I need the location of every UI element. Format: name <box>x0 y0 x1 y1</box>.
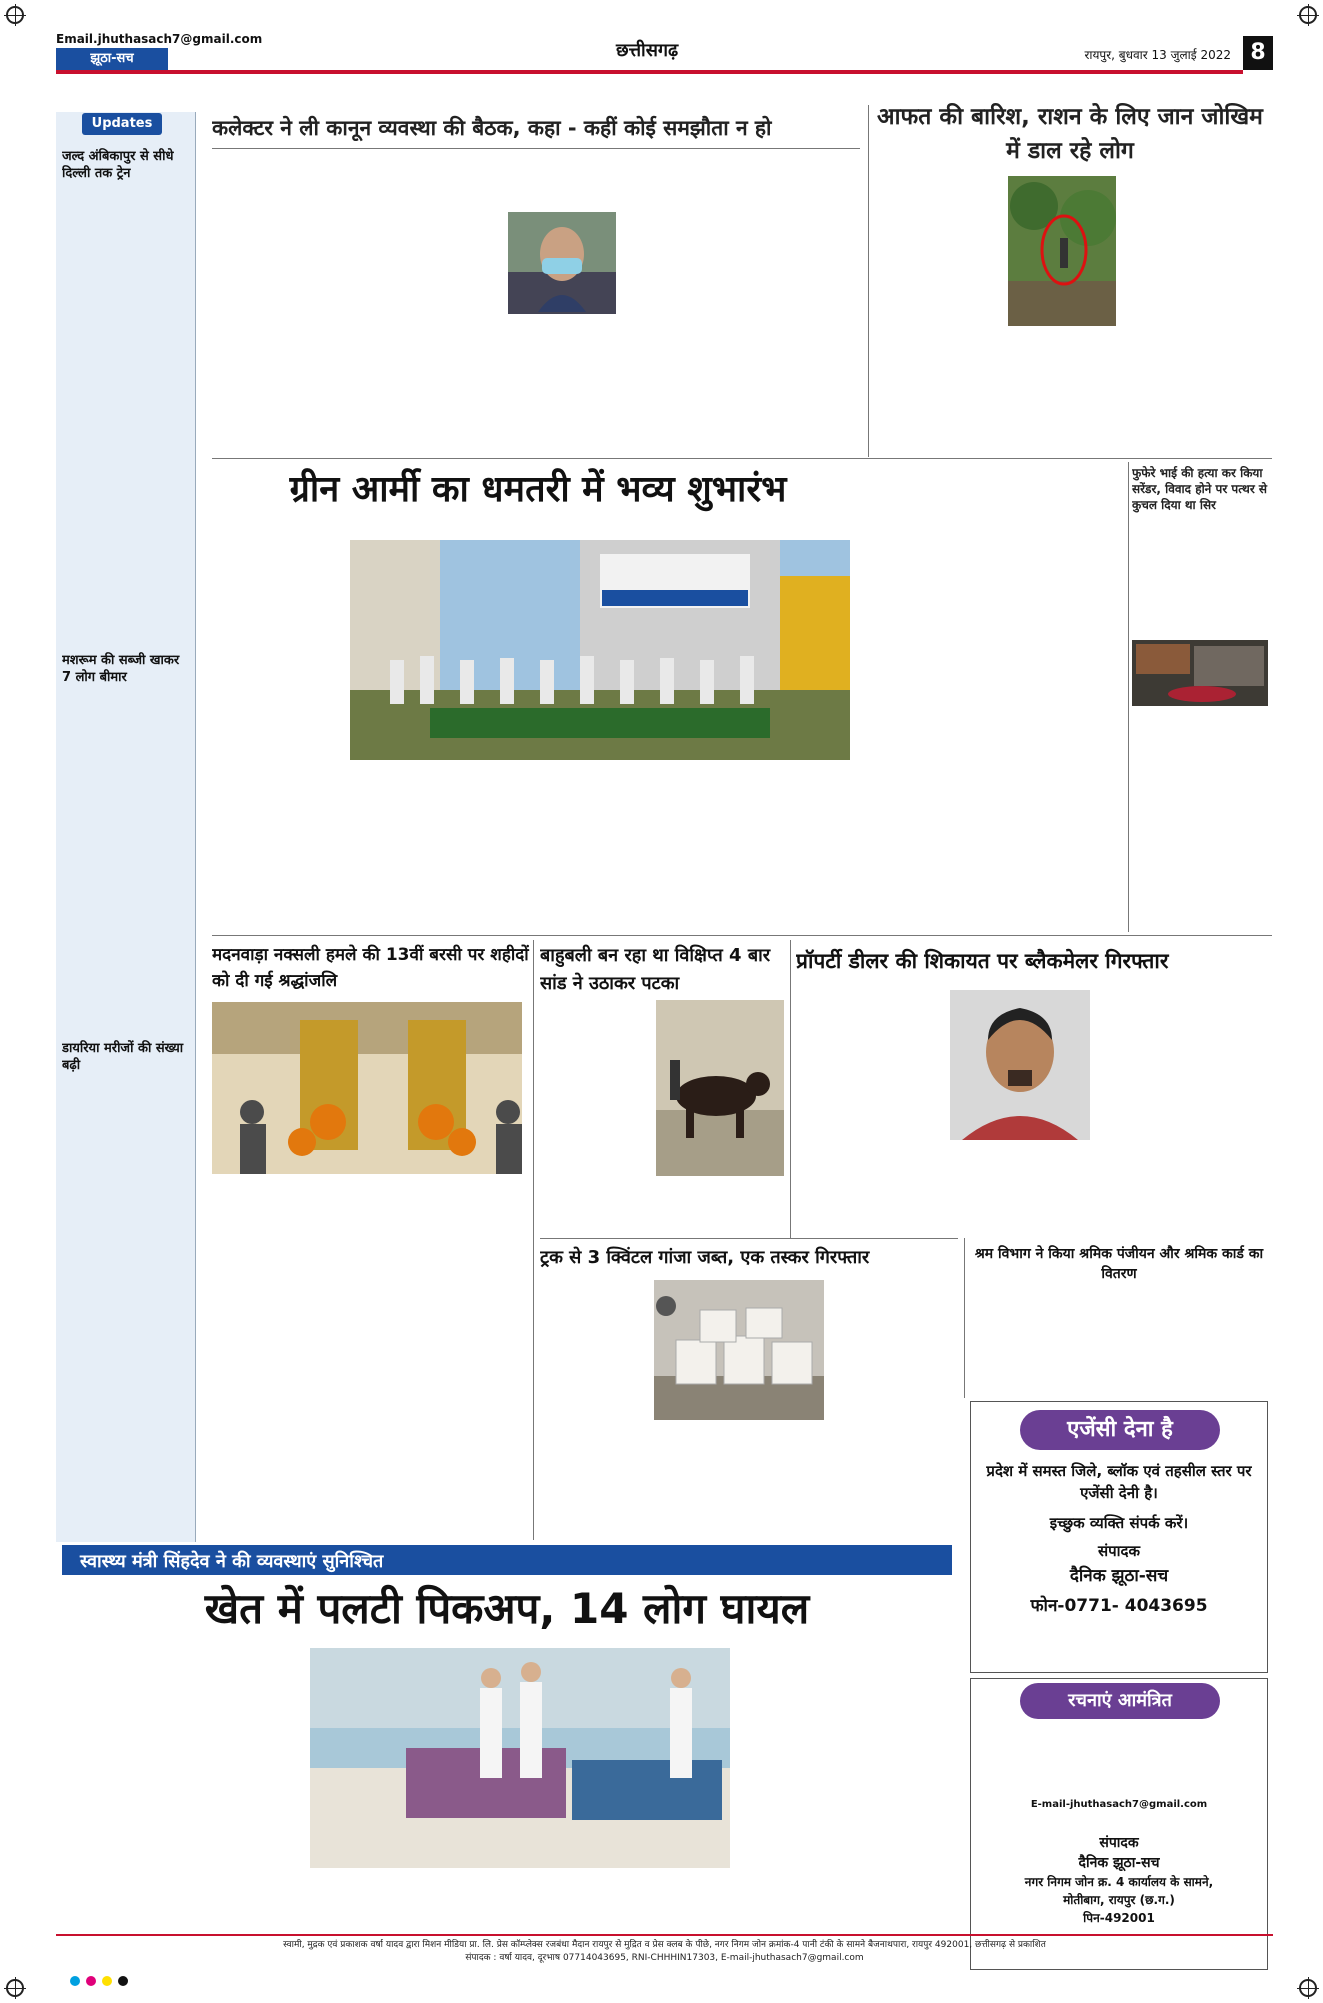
truck-body-col1 <box>540 1280 648 1540</box>
collector-headline: कलेक्टर ने ली कानून व्यवस्था की बैठक, कहा - कहीं कोई समझौता न हो <box>212 116 772 140</box>
updates-badge: Updates <box>82 113 162 135</box>
truck-body-col3 <box>830 1280 958 1540</box>
green-army-body-col5 <box>740 770 850 930</box>
bahubali-headline: बाहुबली बन रहा था विक्षिप्त 4 बार सांड ने उठाकर पटका <box>540 945 771 994</box>
imprint-publisher: स्वामी, मुद्रक एवं प्रकाशक वर्षा यादव द्वारा मिशन मीडिया प्रा. लि. प्रेस कॉम्प्लेक्स रजबंधा मैदान रायपुर से मुद्रित व प्रेस क्लब के पीछे, नगर निगम जोन क्रमांक-4 पानी टंकी के सामने बैजनाथपारा, रायपुर 492001, छत्तीसगढ़ से प्रकाशित <box>283 1940 1046 1950</box>
fufere-body-col2 <box>1132 712 1268 930</box>
column-divider-mid <box>1128 462 1129 932</box>
truck-body-col2 <box>654 1424 824 1540</box>
fufere-body-col1 <box>1132 530 1268 650</box>
green-army-headline: ग्रीन आर्मी का धमतरी में भव्य शुभारंभ <box>289 469 787 510</box>
green-army-body-col2 <box>350 770 480 930</box>
property-body-col1 <box>796 990 944 1234</box>
property-body-col2 <box>1096 990 1268 1234</box>
aafat-photo <box>1008 176 1116 326</box>
green-army-body-col7 <box>992 470 1122 925</box>
madanwada-photo <box>212 1002 522 1174</box>
agency-ad-contact-label: संपादक <box>1097 1542 1141 1560</box>
masthead-email: Email.jhuthasach7@gmail.com <box>56 32 263 46</box>
collector-body-col4 <box>566 164 678 354</box>
bahubali-body-col2 <box>656 1180 784 1226</box>
green-army-body-col4 <box>630 770 740 930</box>
rachna-ad-paper: दैनिक झूठा-सच <box>1078 1855 1160 1871</box>
shram-body <box>970 1292 1268 1396</box>
bahubali-photo <box>656 1000 784 1176</box>
fufere-headline: फुफेरे भाई की हत्या कर किया सरेंडर, विवाद होने पर पत्थर से कुचल दिया था सिर <box>1132 466 1268 512</box>
green-army-photo <box>350 540 850 760</box>
truck-headline: ट्रक से 3 क्विंटल गांजा जब्त, एक तस्कर गिरफ्तार <box>540 1247 870 1268</box>
truck-photo <box>654 1280 824 1420</box>
pickup-body-col5 <box>738 1644 952 1930</box>
collector-body-col2 <box>330 164 442 354</box>
property-photo-caption <box>950 1144 1090 1234</box>
rachna-ad-contact-label: संपादक <box>1099 1835 1139 1851</box>
aafat-body-col1 <box>874 180 1004 440</box>
rachna-ad-box <box>970 1678 1268 1970</box>
green-army-body-col3 <box>490 770 620 930</box>
property-headline: प्रॉपर्टी डीलर की शिकायत पर ब्लैकमेलर गिरफ्तार <box>796 949 1169 973</box>
sidebar-headline-3: डायरिया मरीजों की संख्या बढ़ी <box>62 1041 184 1073</box>
pickup-headline: खेत में पलटी पिकअप, 14 लोग घायल <box>204 1584 810 1633</box>
section-title: छत्तीसगढ़ <box>616 40 679 61</box>
pickup-body-col3 <box>450 1874 584 1930</box>
masthead <box>56 32 1273 84</box>
truck-top-rule <box>540 1238 958 1239</box>
pickup-banner-text: स्वास्थ्य मंत्री सिंहदेव ने की व्यवस्थाएं सुनिश्चित <box>80 1551 384 1572</box>
pickup-photo <box>310 1648 730 1868</box>
shram-headline: श्रम विभाग ने किया श्रमिक पंजीयन और श्रमिक कार्ड का वितरण <box>974 1246 1264 1282</box>
sidebar-headline-2: मशरूम की सब्जी खाकर 7 लोग बीमार <box>62 653 180 685</box>
collector-body-col6 <box>802 164 862 354</box>
rachna-ad-body <box>980 1728 1258 1796</box>
rachna-ad-pin: पिन-492001 <box>1083 1911 1155 1925</box>
green-army-body-col1 <box>212 536 342 840</box>
agency-ad-paper: दैनिक झूठा-सच <box>1069 1566 1169 1586</box>
aafat-headline: आफत की बारिश, राशन के लिए जान जोखिम में डाल रहे लोग <box>877 104 1263 164</box>
imprint-editor: संपादक : वर्षा यादव, दूरभाष 07714043695, RNI-CHHHIN17303, E-mail-jhuthasach7@gmail.com <box>465 1953 864 1963</box>
column-divider-shram <box>964 1238 965 1398</box>
registration-mark-bottom-right <box>1299 1979 1317 1997</box>
sidebar-body-2 <box>60 695 192 1035</box>
agency-ad-line1: प्रदेश में समस्त जिले, ब्लॉक एवं तहसील स्तर पर एजेंसी देनी है। <box>986 1462 1252 1502</box>
pickup-body-col4 <box>590 1874 730 1930</box>
sidebar-body-1 <box>60 210 192 655</box>
bahubali-body-col1 <box>540 1000 650 1224</box>
pickup-body-col1 <box>62 1644 302 1930</box>
page-number: 8 <box>1243 36 1273 70</box>
registration-mark-top-right <box>1299 6 1317 24</box>
masthead-rule <box>56 70 1243 74</box>
masthead-brand: झूठा-सच <box>56 48 168 70</box>
madanwada-body-col1 <box>212 1178 366 1540</box>
agency-ad-title: एजेंसी देना है <box>1020 1410 1220 1450</box>
collector-rule <box>212 148 860 149</box>
fufere-photo <box>1132 640 1268 706</box>
collector-body-col1 <box>212 164 324 354</box>
agency-ad-line2: इच्छुक व्यक्ति संपर्क करें। <box>1049 1514 1189 1532</box>
registration-mark-top-left <box>6 6 24 24</box>
column-divider-top <box>868 105 869 457</box>
collector-body-col5 <box>684 164 796 354</box>
property-photo <box>950 990 1090 1140</box>
rachna-ad-email[interactable]: E-mail-jhuthasach7@gmail.com <box>1030 1799 1208 1810</box>
issue-date: रायपुर, बुधवार 13 जुलाई 2022 <box>1084 48 1231 62</box>
registration-mark-bottom-left <box>6 1979 24 1997</box>
top-section-rule <box>212 458 1272 459</box>
rachna-ad-title: रचनाएं आमंत्रित <box>1020 1683 1220 1719</box>
agency-ad-phone: फोन-0771- 4043695 <box>1030 1596 1208 1616</box>
madanwada-body-col2 <box>372 1178 526 1540</box>
color-bar <box>70 1976 128 1986</box>
rachna-ad-address2: मोतीबाग, रायपुर (छ.ग.) <box>1063 1893 1175 1907</box>
aafat-body-col2 <box>1120 180 1266 440</box>
rachna-ad-address1: नगर निगम जोन क्र. 4 कार्यालय के सामने, <box>1024 1875 1214 1889</box>
column-divider-lower-left <box>533 940 534 1540</box>
middle-section-rule <box>212 935 1272 936</box>
imprint-footer <box>56 1934 1273 1972</box>
sidebar-headline-1: जल्द अंबिकापुर से सीधे दिल्ली तक ट्रेन <box>62 149 174 181</box>
madanwada-headline: मदनवाड़ा नक्सली हमले की 13वीं बरसी पर शहीदों को दी गई श्रद्धांजलि <box>212 945 529 991</box>
sidebar-body-3 <box>60 1082 192 1537</box>
pickup-body-col2 <box>310 1874 444 1930</box>
green-army-body-col6 <box>856 470 986 925</box>
column-divider-lower-mid <box>790 940 791 1238</box>
